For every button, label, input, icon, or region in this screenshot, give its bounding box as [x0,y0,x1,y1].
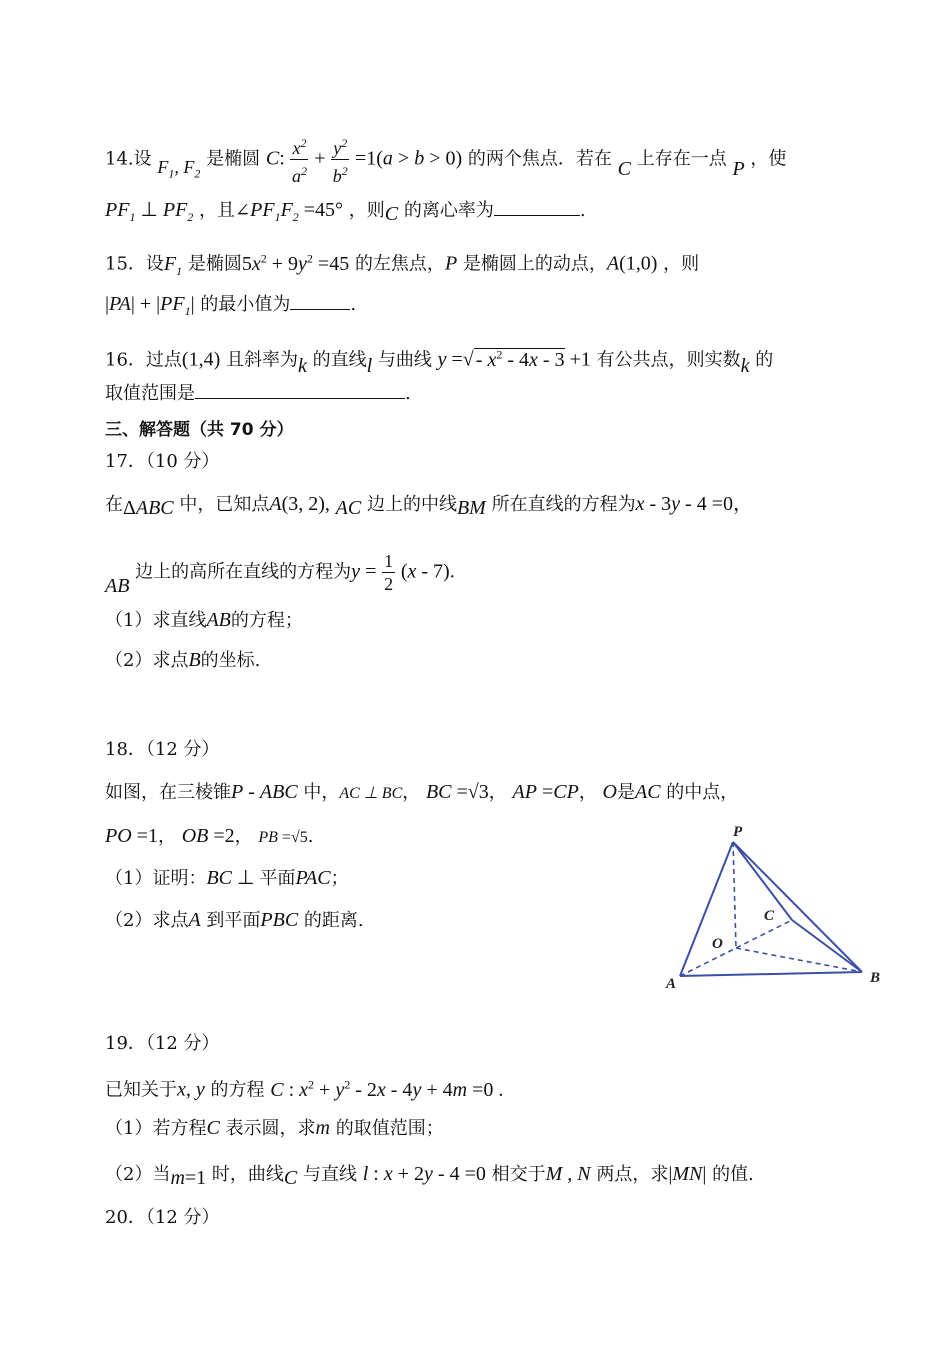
edge-PA [680,842,733,976]
q15-line1: 15．设$F_1$ 是椭圆$5x^2 + 9y^2 =45$ 的左焦点，P 是椭圆上的动点，A(1,0) ，则 [105,251,700,278]
edge-PB [733,842,862,972]
q19-line1: 已知关于x, y 的方程 C : $x^2 + y^2 - 2x - 4y + 4m =0$ . [105,1077,504,1101]
pyramid-figure [660,820,900,1000]
q19-heading: 19．（12 分） [105,1033,220,1054]
q17-line1: 在ΔABC 中，已知点A(3, 2), AC 边上的中线BM 所在直线的方程为x - 3y - 4 =0， [105,493,753,519]
label-B: B [870,970,881,986]
q19-part2: （2）当m=1 时，曲线C 与直线 l : x + 2y - 4 =0 相交于M , N 两点，求|MN| 的值. [105,1163,754,1189]
edge-CB [792,920,862,972]
q16-line1: 16．过点(1,4) 且斜率为k 的直线l 与曲线 y =√ - $x^2 - 4x - 3 +1$ 有公共点，则实数k 的 [105,347,774,377]
q17-heading: 17．（10 分） [105,451,220,472]
section-heading: 三、解答题（共 70 分） [105,420,294,440]
q17-line2: AB 边上的高所在直线的方程为y = $\frac{1}{2}$ (x - 7). [105,551,455,597]
q20-heading: 20．（12 分） [105,1207,220,1228]
label-P: P [733,824,743,840]
q18-part2: （2）求点A 到平面PBC 的距离. [105,909,364,931]
q14-line1: 14.设 $F_1$, $F_2$ 是椭圆 C: $\frac{x^2}{a^2}$ + $\frac{y^2}{b^2}$ =1(a > b > 0) 的两个焦点．若在 C 上存在一点 P ，使 [105,132,786,187]
label-A: A [666,976,677,992]
edge-PC [733,842,792,920]
q18-line1: 如图，在三棱锥P - ABC 中，AC ⊥ BC， BC =√3， AP =CP， O是AC 的中点， [105,781,739,803]
label-C: C [764,908,775,924]
q17-part2: （2）求点B的坐标. [105,649,261,671]
q18-heading: 18．（12 分） [105,739,220,760]
label-O: O [712,936,723,952]
q16-line2: 取值范围是 . [105,380,411,408]
q18-line2: PO =1， OB =2， PB =√5. [105,825,314,847]
q17-part1: （1）求直线AB的方程； [105,609,303,631]
edge-PO-dashed [733,842,736,948]
q14-line2: $PF_1$ ⊥ $PF_2$ ，且$\angle PF_1F_2 =45^\circ$ ，则C 的离心率为 . [105,199,586,225]
edge-AB [680,972,862,976]
q19-part1: （1）若方程C 表示圆，求m 的取值范围； [105,1117,444,1139]
q15-line2: $|PA| + |PF_1|$ 的最小值为 . [105,293,357,318]
q18-part1: （1）证明：BC ⊥ 平面PAC； [105,867,349,889]
